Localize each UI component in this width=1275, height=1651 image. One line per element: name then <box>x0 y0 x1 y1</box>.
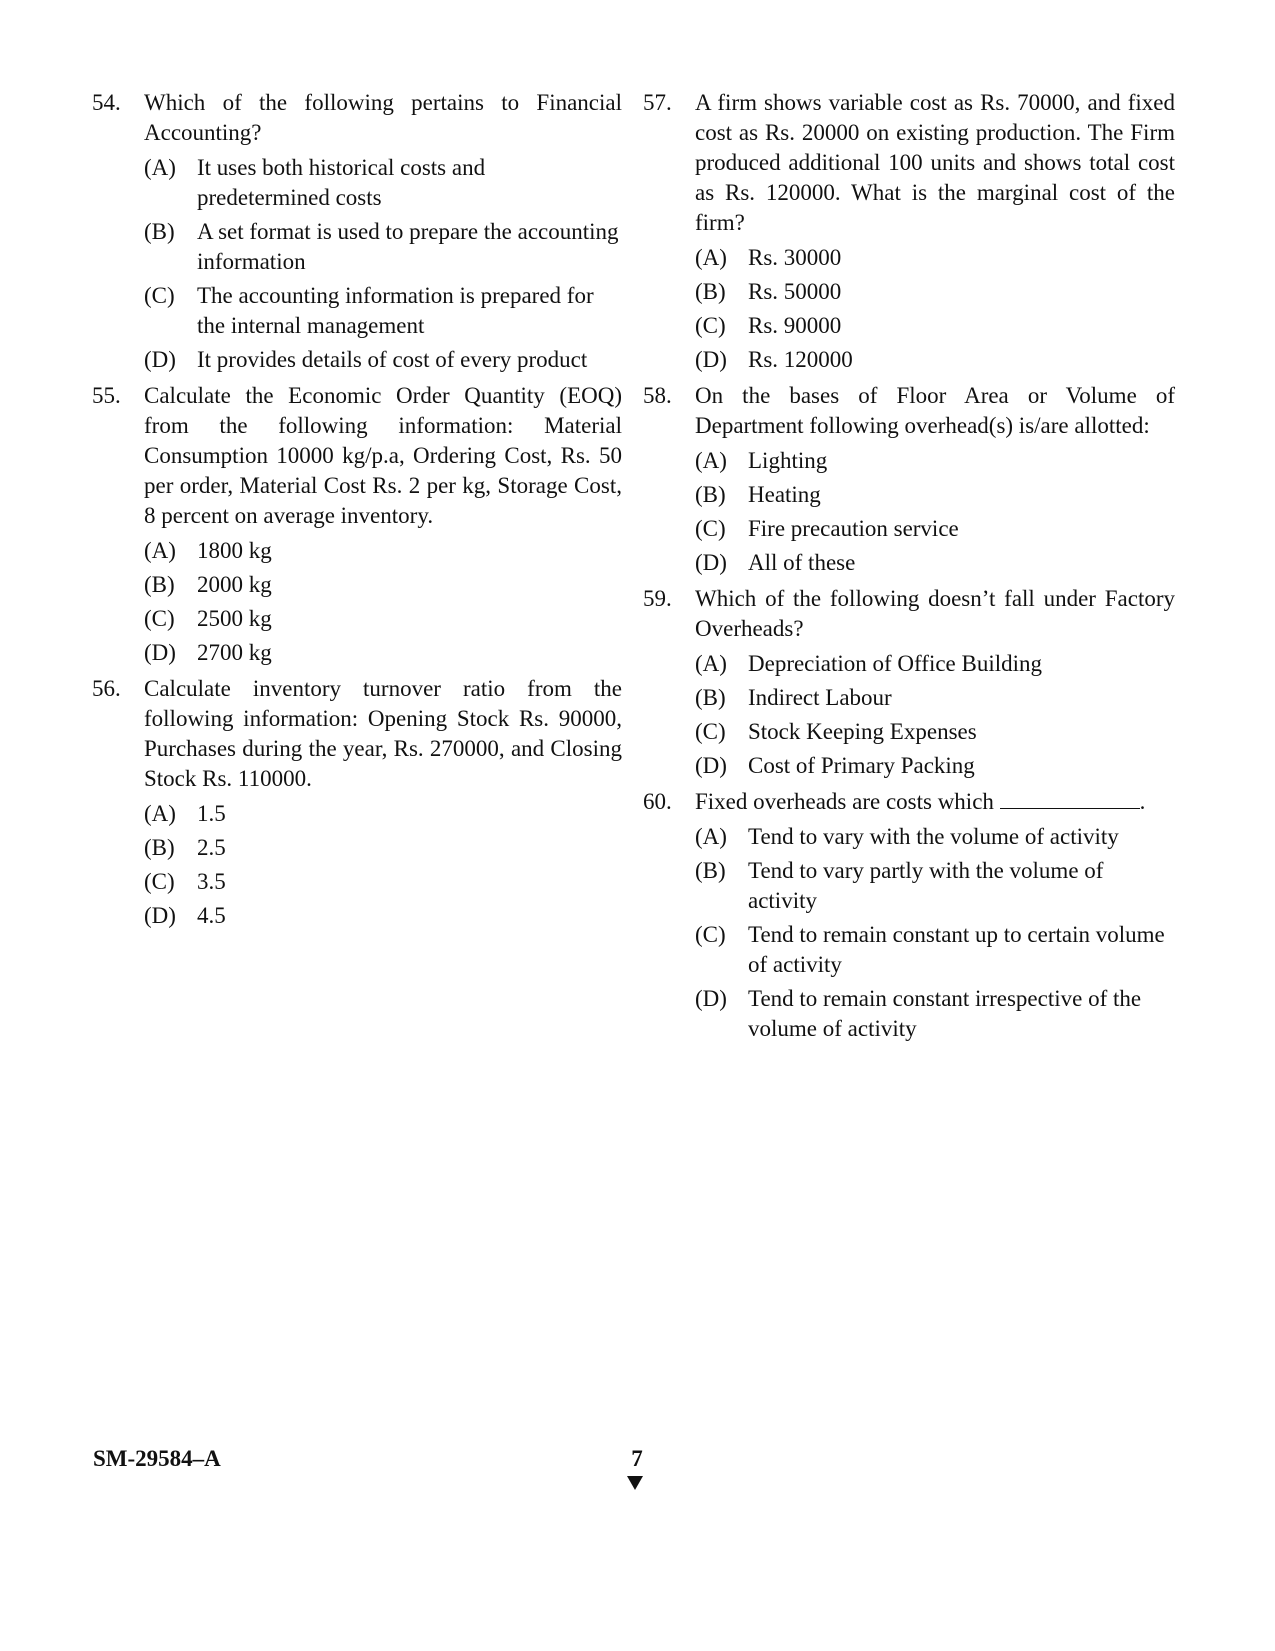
option-d <box>144 345 622 375</box>
question-number: 54. <box>92 90 121 115</box>
option-b <box>695 277 1175 307</box>
question-number: 57. <box>643 90 672 115</box>
option-label: (B) <box>144 219 175 244</box>
option-text: A set format is used to prepare the accounting information <box>197 219 619 274</box>
question-text: Which of the following pertains to Financial Accounting? <box>144 90 622 145</box>
option-label: (C) <box>695 516 726 541</box>
option-text: All of these <box>748 550 856 575</box>
right-column <box>643 88 1175 1050</box>
option-text: Stock Keeping Expenses <box>748 719 977 744</box>
option-c <box>695 920 1175 980</box>
option-text: Tend to remain constant up to certain volume of activity <box>748 922 1165 977</box>
question-text: Calculate inventory turnover ratio from the following information: Opening Stock Rs. 90000, Purchases during the year, Rs. 270000, and Closing Stock Rs. 110000. <box>144 676 622 791</box>
option-a <box>695 822 1175 852</box>
option-label: (A) <box>144 801 176 826</box>
option-text: 2500 kg <box>197 606 272 631</box>
option-a <box>144 799 622 829</box>
option-label: (B) <box>695 279 726 304</box>
option-b <box>144 217 622 277</box>
option-label: (C) <box>144 869 175 894</box>
option-b <box>695 856 1175 916</box>
option-label: (C) <box>695 313 726 338</box>
option-label: (B) <box>144 835 175 860</box>
option-label: (A) <box>695 448 727 473</box>
option-d <box>695 548 1175 578</box>
option-c <box>144 281 622 341</box>
option-label: (D) <box>695 550 727 575</box>
question-57 <box>643 88 1175 379</box>
option-label: (B) <box>695 482 726 507</box>
question-number: 58. <box>643 383 672 408</box>
booklet-code: SM-29584–A <box>93 1446 221 1471</box>
question-number: 55. <box>92 383 121 408</box>
question-60 <box>643 787 1175 1048</box>
option-label: (D) <box>144 347 176 372</box>
option-label: (B) <box>144 572 175 597</box>
question-text: Calculate the Economic Order Quantity (EOQ) from the following information: Material Consumption 10000 kg/p.a, Ordering Cost, Rs. 50 per order, Material Cost Rs. 2 per kg, Storage Cost, 8 percent on average inventory. <box>144 383 622 528</box>
question-59 <box>643 584 1175 785</box>
option-text: It provides details of cost of every product <box>197 347 588 372</box>
option-label: (D) <box>695 347 727 372</box>
option-label: (D) <box>144 640 176 665</box>
option-d <box>695 751 1175 781</box>
answer-blank <box>1000 790 1140 809</box>
option-b <box>144 833 622 863</box>
option-text: 2700 kg <box>197 640 272 665</box>
question-56 <box>92 674 622 935</box>
question-54 <box>92 88 622 379</box>
question-text-main: Fixed overheads are costs which <box>695 789 994 814</box>
option-text: Tend to vary with the volume of activity <box>748 824 1119 849</box>
option-text: The accounting information is prepared for the internal management <box>197 283 594 338</box>
option-d <box>144 901 622 931</box>
option-text: Tend to vary partly with the volume of activity <box>748 858 1104 913</box>
option-label: (D) <box>144 903 176 928</box>
option-text: Rs. 50000 <box>748 279 842 304</box>
option-label: (A) <box>695 245 727 270</box>
option-d <box>144 638 622 668</box>
question-58 <box>643 381 1175 582</box>
option-b <box>144 570 622 600</box>
question-number: 56. <box>92 676 121 701</box>
option-label: (B) <box>695 685 726 710</box>
option-a <box>695 243 1175 273</box>
option-c <box>144 867 622 897</box>
option-text: 4.5 <box>197 903 226 928</box>
option-c <box>695 717 1175 747</box>
option-label: (C) <box>695 922 726 947</box>
page-number: 7 <box>631 1446 643 1471</box>
option-a <box>695 649 1175 679</box>
option-text: 2000 kg <box>197 572 272 597</box>
option-label: (B) <box>695 858 726 883</box>
option-text: Cost of Primary Packing <box>748 753 975 778</box>
left-column <box>92 88 622 937</box>
option-text: Indirect Labour <box>748 685 892 710</box>
option-text: Fire precaution service <box>748 516 959 541</box>
option-text: Lighting <box>748 448 828 473</box>
question-text-suffix: . <box>1139 789 1146 814</box>
option-text: Tend to remain constant irrespective of the volume of activity <box>748 986 1142 1041</box>
option-d <box>695 984 1175 1044</box>
question-text: Which of the following doesn’t fall under Factory Overheads? <box>695 586 1175 641</box>
down-arrow-icon <box>627 1476 643 1490</box>
option-a <box>144 536 622 566</box>
question-text: On the bases of Floor Area or Volume of Department following overhead(s) is/are allotted: <box>695 383 1175 438</box>
question-number: 59. <box>643 586 672 611</box>
option-label: (A) <box>695 824 727 849</box>
option-text: 1.5 <box>197 801 226 826</box>
option-text: 3.5 <box>197 869 226 894</box>
option-text: Depreciation of Office Building <box>748 651 1043 676</box>
option-c <box>695 311 1175 341</box>
option-text: Rs. 30000 <box>748 245 842 270</box>
question-text: A firm shows variable cost as Rs. 70000, and fixed cost as Rs. 20000 on existing production. The Firm produced additional 100 units and shows total cost as Rs. 120000. What is the marginal cost of the firm? <box>695 90 1175 235</box>
option-text: 1800 kg <box>197 538 272 563</box>
option-a <box>695 446 1175 476</box>
option-d <box>695 345 1175 375</box>
option-label: (C) <box>144 606 175 631</box>
option-label: (A) <box>144 538 176 563</box>
option-text: Rs. 120000 <box>748 347 853 372</box>
option-label: (C) <box>144 283 175 308</box>
option-text: 2.5 <box>197 835 226 860</box>
question-number: 60. <box>643 789 672 814</box>
option-c <box>144 604 622 634</box>
option-a <box>144 153 622 213</box>
option-text: Heating <box>748 482 821 507</box>
option-label: (C) <box>695 719 726 744</box>
option-text: It uses both historical costs and predetermined costs <box>197 155 486 210</box>
question-55 <box>92 381 622 672</box>
question-text <box>695 787 1175 817</box>
option-text: Rs. 90000 <box>748 313 842 338</box>
option-b <box>695 683 1175 713</box>
option-b <box>695 480 1175 510</box>
option-label: (A) <box>695 651 727 676</box>
option-c <box>695 514 1175 544</box>
option-label: (D) <box>695 753 727 778</box>
option-label: (D) <box>695 986 727 1011</box>
option-label: (A) <box>144 155 176 180</box>
